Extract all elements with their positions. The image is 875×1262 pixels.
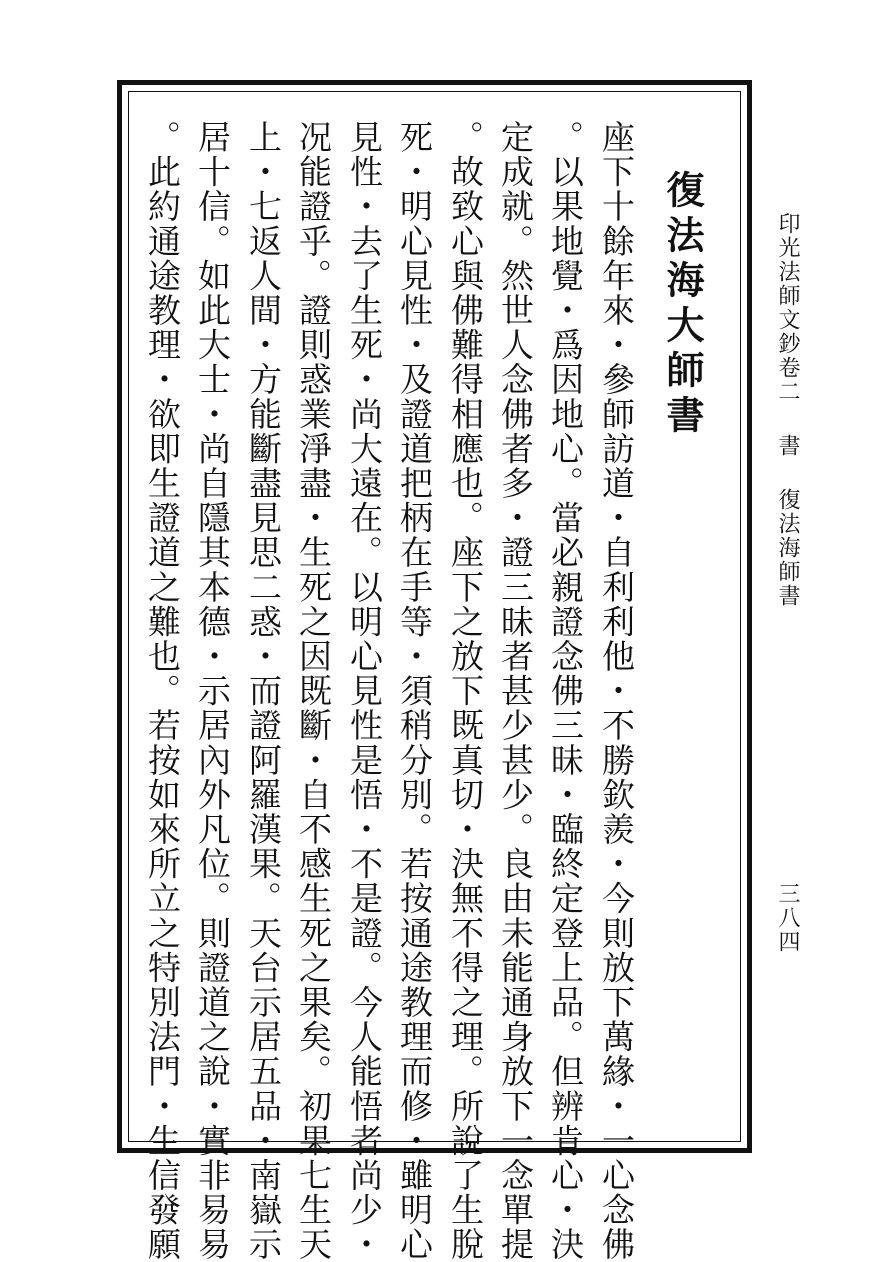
text-column-4: 。故致心與佛難得相應也。座下之放下既真切・決無不得之理。所說了生脫 <box>446 120 485 1262</box>
text-column-5: 死・明心見性・及證道把柄在手等・須稍分別。若按通途教理而修・雖明心 <box>395 120 434 1262</box>
text-column-1: 座下十餘年來・參師訪道・自利利他・不勝欽羨・今則放下萬緣・一心念佛 <box>597 120 636 1262</box>
text-column-7: 况能證乎。證則惑業淨盡・生死之因既斷・自不感生死之果矣。初果七生天 <box>294 120 333 1262</box>
running-head-letter: 復法海師書 <box>775 488 800 608</box>
running-head <box>776 212 798 608</box>
running-head-section: 書 <box>775 434 800 458</box>
text-column-10: 。此約通途教理・欲即生證道之難也。若按如來所立之特別法門・生信發願 <box>143 120 182 1262</box>
letter-title: 復法海大師書 <box>660 170 705 440</box>
text-column-9: 居十信。如此大士・尚自隱其本德・示居內外凡位。則證道之說・實非易易 <box>193 120 232 1262</box>
text-column-2: 。以果地覺・爲因地心。當必親證念佛三昧・臨終定登上品。但辨肯心・決 <box>546 120 585 1262</box>
text-column-6: 見性・去了生死・尚大遠在。以明心見性是悟・不是證。今人能悟者尚少・ <box>345 120 384 1262</box>
running-head-book: 印光法師文鈔卷二 <box>775 212 800 404</box>
text-column-8: 上・七返人間・方能斷盡見思二惑・而證阿羅漢果。天台示居五品・南嶽示 <box>244 120 283 1262</box>
text-column-3: 定成就。然世人念佛者多・證三昧者甚少甚少。良由未能通身放下一念單提 <box>496 120 535 1262</box>
page-number: 三八四 <box>775 882 800 954</box>
